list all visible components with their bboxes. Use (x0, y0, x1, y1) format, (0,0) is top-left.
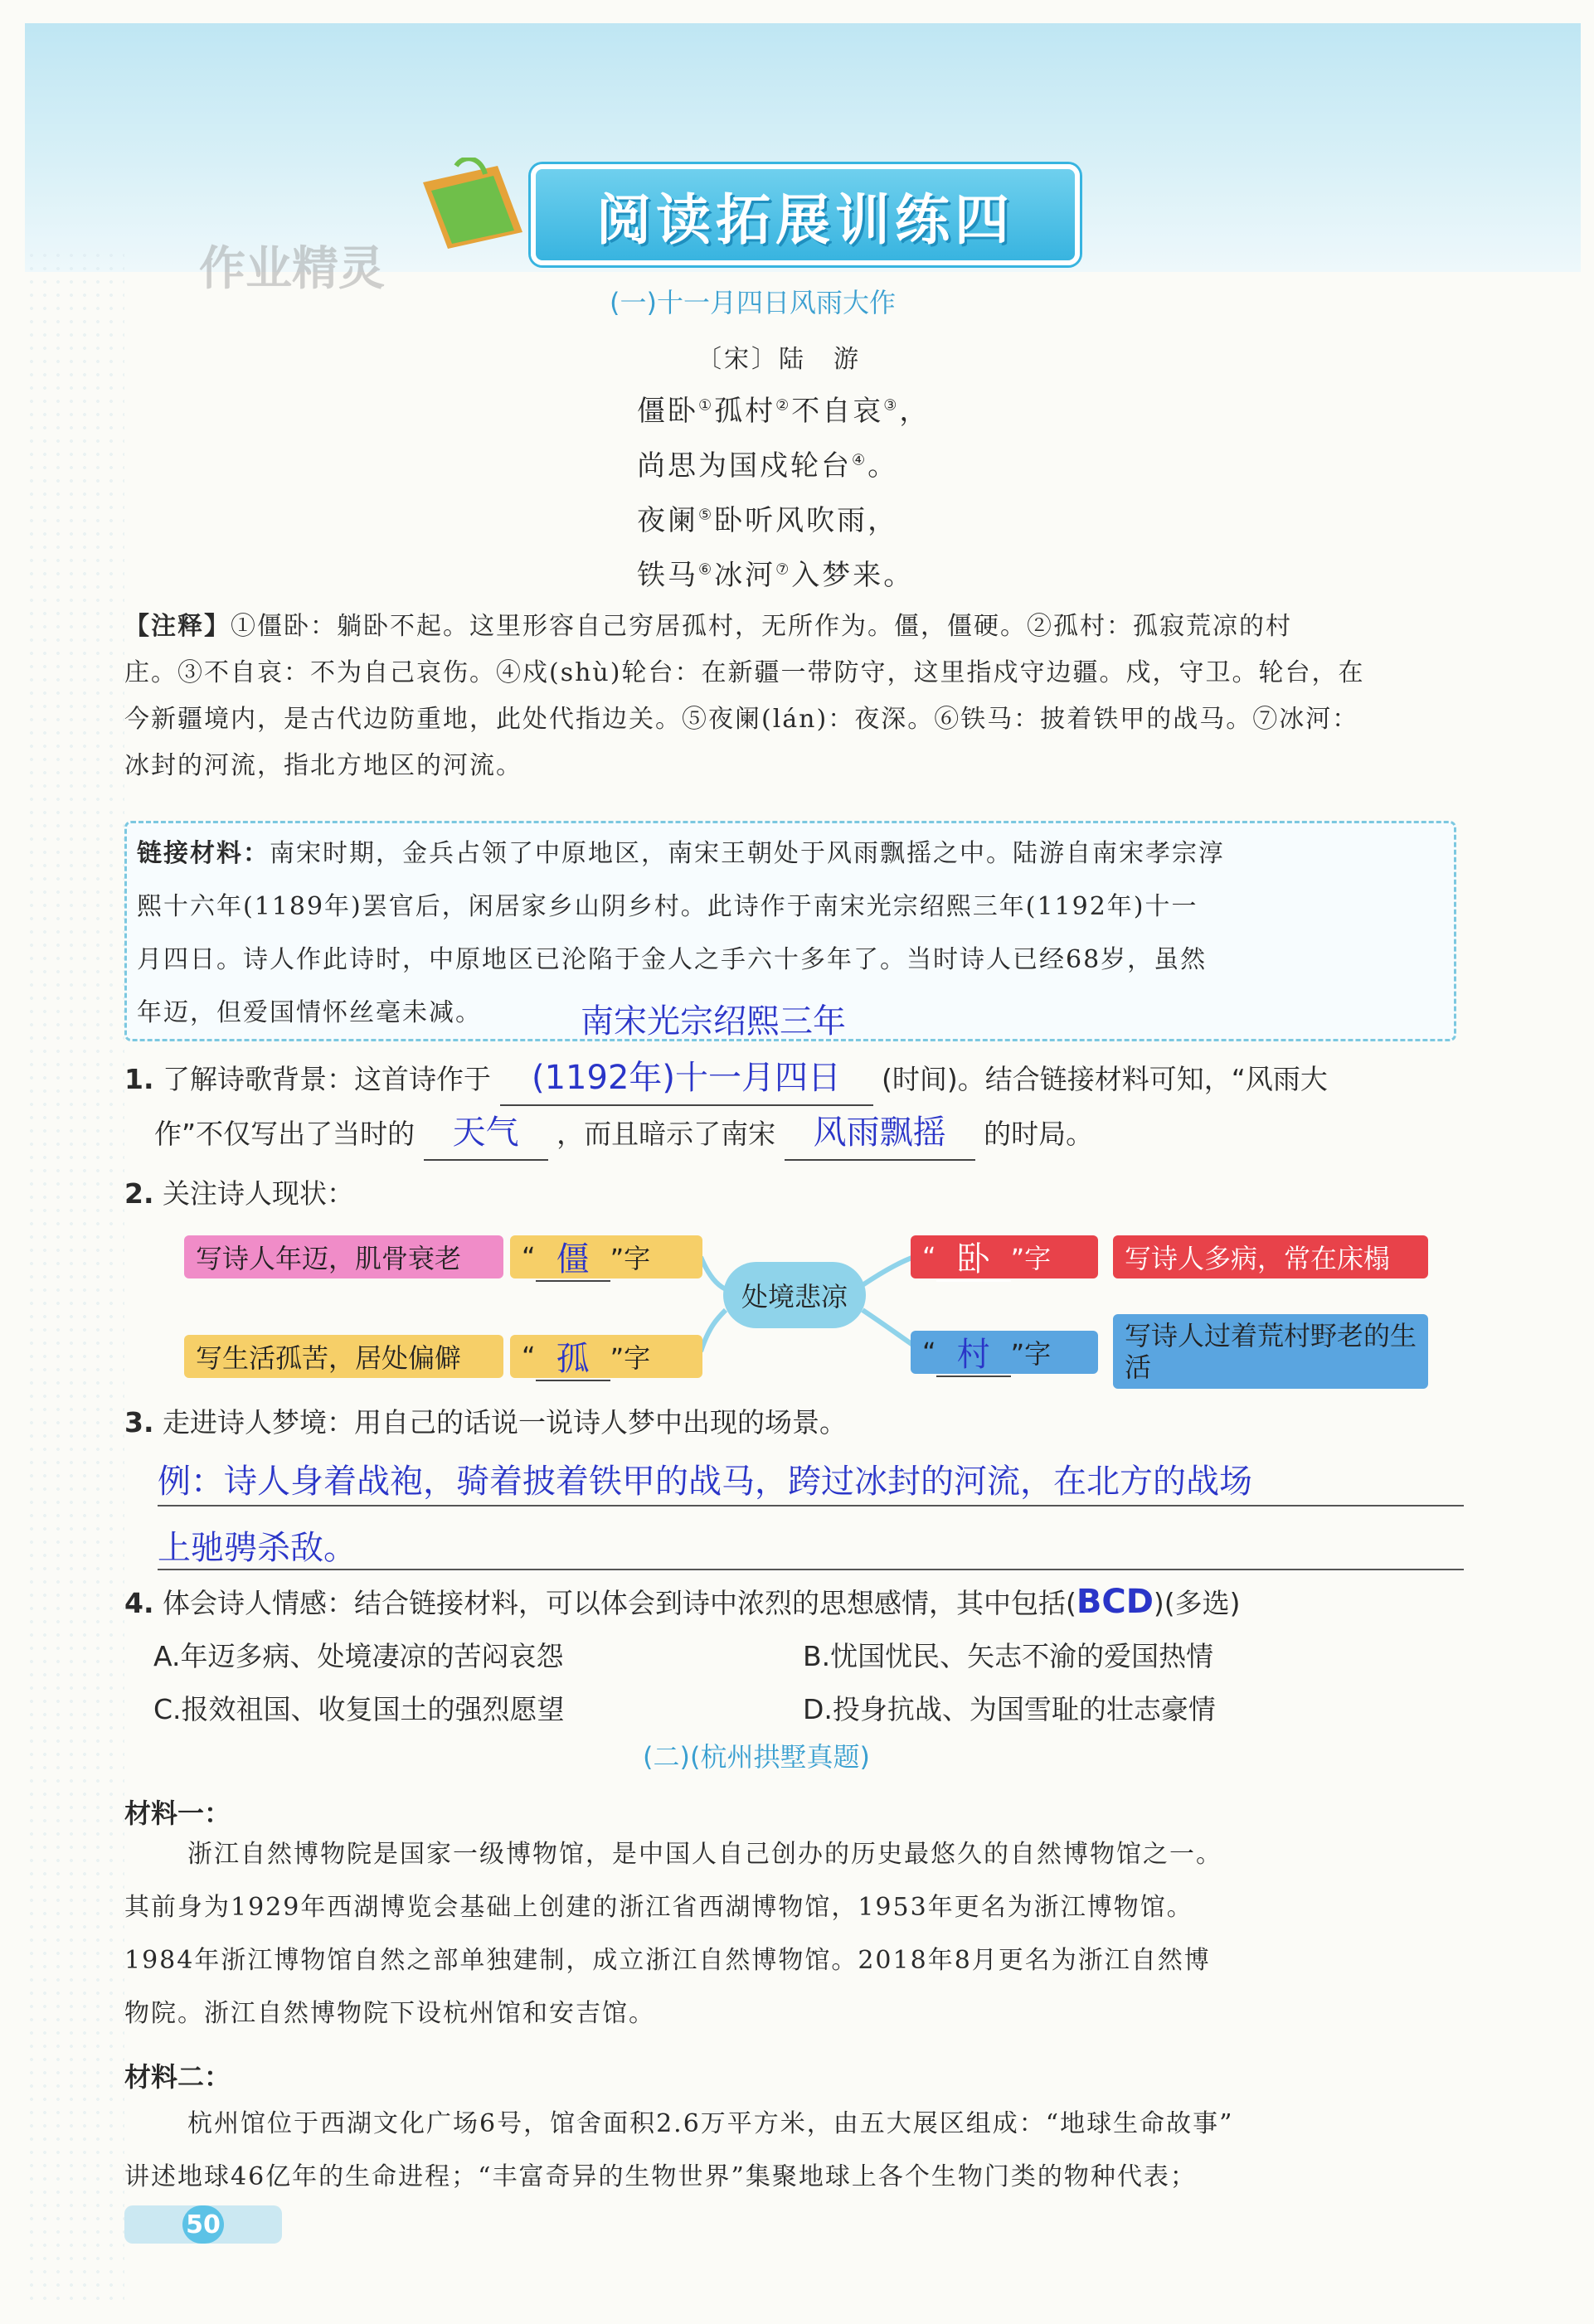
handwritten-note: 南宋光宗绍熙三年 (581, 1002, 846, 1041)
q3-answer-line-1[interactable]: 例：诗人身着战袍，骑着披着铁甲的战马，跨过冰封的河流，在北方的战场 (158, 1463, 1252, 1501)
answer-situation-field[interactable]: 风雨飘摇 (785, 1106, 975, 1161)
material-line: 杭州馆位于西湖文化广场6号，馆舍面积2.6万平方米，由五大展区组成：“地球生命故事” (187, 2109, 1234, 2138)
note-marker: ⑥ (698, 560, 715, 579)
material-1-label: 材料一： (124, 1798, 231, 1829)
answer-choice-field[interactable]: BCD (1076, 1583, 1154, 1621)
left-answer-box-2 (510, 1335, 702, 1378)
question-number: 1. (124, 1063, 154, 1095)
answer-char-field[interactable]: 村 (936, 1328, 1011, 1377)
question-text: 走进诗人梦境：用自己的话说一说诗人梦中出现的场景。 (163, 1406, 847, 1439)
question-text: 的时局。 (984, 1118, 1094, 1150)
question-4 (124, 1582, 1241, 1621)
note-marker: ⑤ (698, 506, 715, 524)
link-line: 南宋时期，金兵占领了中原地区，南宋王朝处于风雨飘摇之中。陆游自南宋孝宗淳 (270, 839, 1225, 868)
section2-title: (二)(杭州拱墅真题) (643, 1741, 870, 1773)
question-text: 关注诗人现状： (163, 1177, 354, 1210)
option-d[interactable]: D.投身抗战、为国雪耻的壮志豪情 (803, 1693, 1216, 1725)
answer-char-field[interactable]: 孤 (536, 1332, 610, 1381)
question-text: )(多选) (1153, 1587, 1241, 1619)
answer-rule (158, 1505, 1464, 1506)
question-number: 4. (124, 1587, 154, 1619)
question-number: 3. (124, 1406, 154, 1439)
question-text: (时间)。结合链接材料可知，“风雨大 (882, 1063, 1328, 1095)
right-desc-1: 写诗人多病，常在床榻 (1113, 1235, 1428, 1278)
quote-mark: “ (922, 1241, 936, 1273)
material-line: 其前身为1929年西湖博览会基础上创建的浙江省西湖博物馆，1953年更名为浙江博物馆。 (124, 1893, 1193, 1922)
notes-line: 冰封的河流，指北方地区的河流。 (124, 751, 522, 780)
poem-text: 。 (867, 449, 899, 483)
right-desc-2: 写诗人过着荒村野老的生活 (1113, 1314, 1428, 1389)
material-line: 浙江自然博物院是国家一级博物馆，是中国人自己创办的历史最悠久的自然博物馆之一。 (187, 1840, 1222, 1869)
notes-line: 今新疆境内，是古代边防重地，此处代指边关。⑤夜阑(lán)：夜深。⑥铁马：披着铁甲的战马。⑦冰河： (124, 705, 1359, 734)
question-text: 作”不仅写出了当时的 (154, 1118, 416, 1150)
right-answer-box-2 (911, 1331, 1098, 1374)
poem-text: 铁马 (637, 559, 698, 592)
option-a[interactable]: A.年迈多病、处境凄凉的苦闷哀怨 (153, 1640, 564, 1672)
link-label: 链接材料： (137, 839, 270, 868)
page-title: 阅读拓展训练四 (596, 187, 1014, 252)
quote-mark: ”字 (610, 1342, 651, 1374)
poem-text: ， (899, 395, 931, 428)
poem-text: 孤村 (714, 395, 776, 428)
note-marker: ⑦ (775, 560, 792, 579)
answer-char-field[interactable]: 僵 (536, 1233, 610, 1282)
notes-label: 【注释】 (124, 612, 231, 641)
answer-time-field[interactable]: (1192年)十一月四日 (500, 1051, 873, 1106)
left-answer-box-1 (510, 1235, 702, 1278)
question-text: 了解诗歌背景：这首诗作于 (163, 1063, 491, 1095)
link-line: 月四日。诗人作此诗时，中原地区已沦陷于金人之手六十多年了。当时诗人已经68岁，虽然 (137, 945, 1208, 974)
material-1-text (124, 1828, 1468, 2040)
answer-rule (158, 1569, 1464, 1570)
quote-mark: ”字 (610, 1243, 651, 1274)
center-node: 处境悲凉 (723, 1262, 866, 1328)
option-c[interactable]: C.报效祖国、收复国土的强烈愿望 (153, 1693, 565, 1725)
quote-mark: ”字 (1010, 1338, 1052, 1370)
section1-title: (一)十一月四日风雨大作 (610, 287, 896, 318)
quote-mark: “ (522, 1241, 536, 1273)
left-desc-1: 写诗人年迈，肌骨衰老 (184, 1235, 503, 1278)
poem-text: 尚思为国戍轮台 (637, 449, 852, 483)
option-b[interactable]: B.忧国忧民、矢志不渝的爱国热情 (803, 1640, 1214, 1672)
poem-text: 卧听风吹雨， (714, 504, 899, 537)
poem-text: 僵卧 (637, 395, 698, 428)
left-desc-2: 写生活孤苦，居处偏僻 (184, 1335, 503, 1378)
link-line: 熙十六年(1189年)罢官后，闲居家乡山阴乡村。此诗作于南宋光宗绍熙三年(1192年)十一 (137, 892, 1198, 921)
page-number: 50 (182, 2205, 224, 2244)
material-line: 讲述地球46亿年的生命进程；“丰富奇异的生物世界”集聚地球上各个生物门类的物种代表； (124, 2162, 1197, 2191)
question-text: 体会诗人情感：结合链接材料，可以体会到诗中浓烈的思想感情，其中包括( (163, 1587, 1076, 1619)
note-marker: ① (698, 396, 715, 415)
material-line: 物院。浙江自然博物院下设杭州馆和安吉馆。 (124, 1999, 655, 2028)
note-marker: ④ (852, 451, 868, 469)
poem-author: 〔宋〕陆 游 (697, 345, 861, 374)
poem-text: 夜阑 (637, 504, 698, 537)
material-line: 1984年浙江博物馆自然之部单独建制，成立浙江自然博物馆。2018年8月更名为浙江自然博 (124, 1946, 1211, 1975)
watermark-text: 作业精灵 (199, 242, 385, 296)
notes-line: ①僵卧：躺卧不起。这里形容自己穷居孤村，无所作为。僵，僵硬。②孤村：孤寂荒凉的村 (231, 612, 1292, 641)
quote-mark: ”字 (1010, 1243, 1052, 1274)
answer-char-field[interactable]: 卧 (936, 1233, 1011, 1282)
material-2-text (124, 2098, 1468, 2204)
poem-text: 不自哀 (791, 395, 884, 428)
material-2-label: 材料二： (124, 2061, 231, 2093)
note-marker: ③ (883, 396, 900, 415)
notes-line: 庄。③不自哀：不为自己哀伤。④戍(shù)轮台：在新疆一带防守，这里指戍守边疆。戍，守卫。轮台，在 (124, 658, 1365, 687)
question-number: 2. (124, 1177, 154, 1210)
answer-weather-field[interactable]: 天气 (424, 1106, 548, 1161)
quote-mark: “ (522, 1341, 536, 1372)
question-3 (124, 1401, 847, 1440)
quote-mark: “ (922, 1337, 936, 1368)
right-answer-box-1 (911, 1235, 1098, 1278)
poem-text: 入梦来。 (791, 559, 915, 592)
link-line: 年迈，但爱国情怀丝毫未减。 (137, 998, 482, 1027)
poem-text: 冰河 (714, 559, 776, 592)
note-marker: ② (775, 396, 792, 415)
q3-answer-line-2[interactable]: 上驰骋杀敌。 (158, 1529, 357, 1567)
question-text: ，而且暗示了南宋 (556, 1118, 776, 1150)
